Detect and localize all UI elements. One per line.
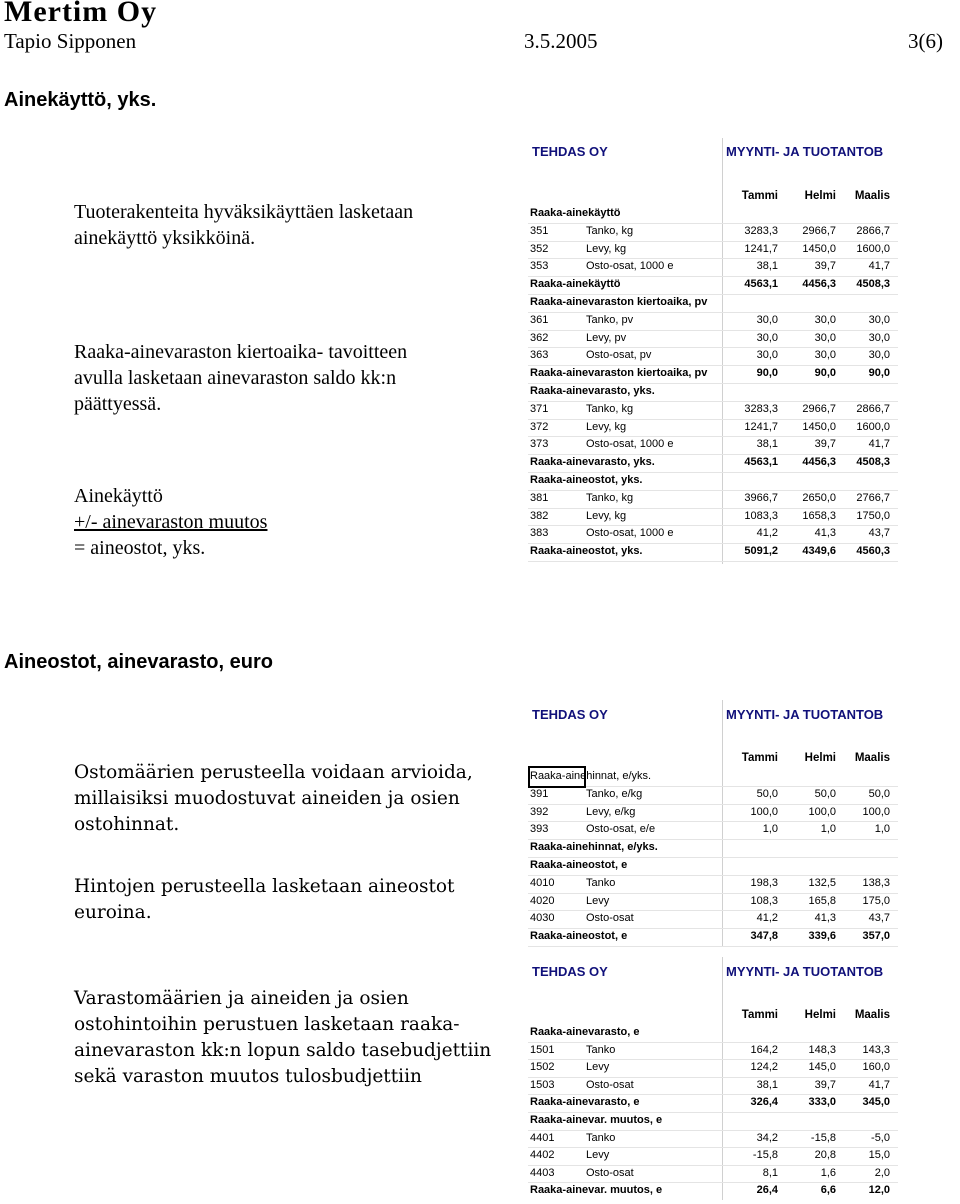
section-title-aineostot: Aineostot, ainevarasto, euro <box>4 651 273 673</box>
section-title-ainekaytto: Ainekäyttö, yks. <box>4 89 157 111</box>
page-number: 3(6) <box>908 29 943 53</box>
row-label: Raaka-ainehinnat, e/yks. <box>530 841 658 854</box>
cell-value: 160,0 <box>862 1061 890 1074</box>
table-row <box>528 490 898 509</box>
cell-value: 345,0 <box>862 1096 890 1109</box>
cell-value: 143,3 <box>862 1043 890 1056</box>
table-row <box>528 1112 898 1131</box>
table-row <box>528 419 898 438</box>
cell-value: 90,0 <box>756 367 778 380</box>
row-name: Tanko <box>586 1131 616 1144</box>
row-code: 1503 <box>530 1078 555 1091</box>
row-label: Raaka-aineostot, e <box>530 859 628 871</box>
cell-value: 4456,3 <box>802 456 836 469</box>
paragraph-hinnat <box>74 874 454 926</box>
text-line: millaisiksi muodostuvat aineiden ja osien <box>74 788 460 809</box>
row-code: 352 <box>530 242 549 255</box>
text-line: sekä varaston muutos tulosbudjettiin <box>74 1066 422 1087</box>
cell-value: 6,6 <box>820 1184 836 1197</box>
cell-value: 4456,3 <box>802 278 836 291</box>
row-code: 362 <box>530 331 549 344</box>
cell-value: 50,0 <box>868 787 890 800</box>
cell-value: 2966,7 <box>802 224 836 237</box>
cell-value: 148,3 <box>808 1043 836 1056</box>
row-name: Tanko, kg <box>586 224 634 237</box>
table-row <box>528 1130 898 1149</box>
row-code: 4402 <box>530 1149 555 1162</box>
cell-value: 30,0 <box>868 349 890 362</box>
row-name: Tanko, kg <box>586 402 634 415</box>
table-row <box>528 330 898 349</box>
text-line: Ostomäärien perusteella voidaan arvioida, <box>74 762 473 783</box>
month-header-maalis: Maalis <box>854 190 890 202</box>
table-row <box>528 383 898 402</box>
cell-value: 100,0 <box>808 805 836 818</box>
spreadsheet-ainekaytto <box>528 138 898 564</box>
row-label: Raaka-ainevarasto, e <box>530 1096 640 1109</box>
row-code: 351 <box>530 224 549 237</box>
table-row <box>528 821 898 840</box>
cell-value: 124,2 <box>750 1061 778 1074</box>
cell-value: 2766,7 <box>856 491 890 504</box>
row-name: Tanko <box>586 876 616 889</box>
cell-value: 41,3 <box>814 527 836 540</box>
sheet-title: MYYNTI- JA TUOTANTOB <box>726 144 884 159</box>
table-row <box>528 347 898 366</box>
cell-value: 38,1 <box>756 1078 778 1091</box>
cell-value: 175,0 <box>862 894 890 907</box>
cell-value: 2866,7 <box>856 224 890 237</box>
text-line: ostohinnat. <box>74 814 180 835</box>
paragraph-ostomaarat <box>74 760 473 838</box>
row-code: 4020 <box>530 894 555 907</box>
row-name: Osto-osat <box>586 912 634 925</box>
cell-value: 20,8 <box>814 1149 836 1162</box>
table-row <box>528 928 898 947</box>
table-row <box>528 1182 898 1200</box>
cell-value: 4563,1 <box>744 456 778 469</box>
row-label: Raaka-ainekäyttö <box>530 278 621 291</box>
row-code: 381 <box>530 491 549 504</box>
table-row <box>528 294 898 313</box>
sheet-company: TEHDAS OY <box>532 707 608 722</box>
row-label: Raaka-ainekäyttö <box>530 207 621 219</box>
cell-value: 90,0 <box>814 367 836 380</box>
row-name: Tanko, pv <box>586 313 634 326</box>
cell-value: 41,3 <box>814 912 836 925</box>
table-row <box>528 365 898 384</box>
cell-value: 50,0 <box>756 787 778 800</box>
row-name: Levy, pv <box>586 331 627 344</box>
row-code: 4401 <box>530 1131 555 1144</box>
row-code: 361 <box>530 313 549 326</box>
sheet-title: MYYNTI- JA TUOTANTOB <box>726 964 884 979</box>
cell-value: 1241,7 <box>744 242 778 255</box>
spreadsheet-ainevarasto <box>528 957 898 1200</box>
text-line: euroina. <box>74 902 152 923</box>
cell-value: 100,0 <box>750 805 778 818</box>
text-line: ostohintoihin perustuen lasketaan raaka- <box>74 1014 460 1035</box>
cell-value: 1,6 <box>820 1166 836 1179</box>
cell-value: 30,0 <box>868 313 890 326</box>
cell-value: -5,0 <box>871 1131 890 1144</box>
sheet-title: MYYNTI- JA TUOTANTOB <box>726 707 884 722</box>
row-code: 371 <box>530 402 549 415</box>
table-row <box>528 508 898 527</box>
cell-value: 1,0 <box>762 823 778 836</box>
table-row <box>528 910 898 929</box>
table-row <box>528 1077 898 1096</box>
text-line: ainevaraston kk:n lopun saldo tasebudjettiin <box>74 1040 492 1061</box>
cell-value: 26,4 <box>756 1184 778 1197</box>
text-line: päättyessä. <box>74 393 162 415</box>
cell-value: 333,0 <box>808 1096 836 1109</box>
company-logo: Mertim Oy <box>4 0 158 28</box>
row-label: Raaka-aineostot, yks. <box>530 474 643 486</box>
cell-value: 3283,3 <box>744 402 778 415</box>
cell-value: 5091,2 <box>744 545 778 558</box>
row-code: 383 <box>530 527 549 540</box>
cell-value: 138,3 <box>862 876 890 889</box>
table-row <box>528 525 898 544</box>
month-header-maalis: Maalis <box>854 752 890 764</box>
row-name: Osto-osat, e/e <box>586 823 656 836</box>
table-row <box>528 875 898 894</box>
row-code: 382 <box>530 509 549 522</box>
row-name: Osto-osat, 1000 e <box>586 438 674 451</box>
cell-value: 2866,7 <box>856 402 890 415</box>
sheet-company: TEHDAS OY <box>532 964 608 979</box>
cell-value: 1,0 <box>820 823 836 836</box>
cell-value: 1241,7 <box>744 420 778 433</box>
cell-value: 38,1 <box>756 438 778 451</box>
cell-value: 2966,7 <box>802 402 836 415</box>
sheet-company: TEHDAS OY <box>532 144 608 159</box>
cell-value: 30,0 <box>756 331 778 344</box>
document-date: 3.5.2005 <box>524 29 598 53</box>
table-row <box>528 401 898 420</box>
author-name: Tapio Sipponen <box>4 29 137 53</box>
formula-line: = aineostot, yks. <box>74 537 206 559</box>
month-header-helmi: Helmi <box>804 1009 836 1021</box>
row-code: 1502 <box>530 1061 555 1074</box>
table-row <box>528 312 898 331</box>
cell-value: 4349,6 <box>802 545 836 558</box>
row-code: 4403 <box>530 1166 555 1179</box>
month-header-tammi: Tammi <box>741 752 778 764</box>
row-name: Tanko <box>586 1043 616 1056</box>
row-name: Osto-osat, pv <box>586 349 652 362</box>
row-name: Tanko, kg <box>586 491 634 504</box>
cell-value: 50,0 <box>814 787 836 800</box>
table-row <box>528 543 898 562</box>
row-name: Osto-osat <box>586 1166 634 1179</box>
cell-value: 1600,0 <box>856 242 890 255</box>
row-name: Levy, kg <box>586 420 627 433</box>
table-row <box>528 205 898 224</box>
table-row <box>528 1024 898 1043</box>
row-name: Levy, e/kg <box>586 805 636 818</box>
table-row <box>528 223 898 242</box>
month-header-tammi: Tammi <box>741 190 778 202</box>
cell-value: 30,0 <box>814 349 836 362</box>
cell-value: 38,1 <box>756 260 778 273</box>
row-name: Levy <box>586 1061 610 1074</box>
row-code: 1501 <box>530 1043 555 1056</box>
paragraph-kiertoaika <box>74 339 407 417</box>
row-code: 363 <box>530 349 549 362</box>
row-code: 4030 <box>530 912 555 925</box>
table-row <box>528 786 898 805</box>
cell-value: 2,0 <box>874 1166 890 1179</box>
row-label: Raaka-ainevaraston kiertoaika, pv <box>530 296 708 308</box>
row-name: Osto-osat, 1000 e <box>586 527 674 540</box>
cell-value: 3283,3 <box>744 224 778 237</box>
table-row <box>528 436 898 455</box>
row-code: 393 <box>530 823 549 836</box>
table-row <box>528 857 898 876</box>
row-name: Tanko, e/kg <box>586 787 643 800</box>
cell-value: 1450,0 <box>802 242 836 255</box>
cell-value: 165,8 <box>808 894 836 907</box>
row-label: Raaka-aineostot, e <box>530 930 628 943</box>
text-line: Tuoterakenteita hyväksikäyttäen lasketaan <box>74 201 414 223</box>
cell-value: 39,7 <box>814 438 836 451</box>
table-row <box>528 241 898 260</box>
cell-value: 145,0 <box>808 1061 836 1074</box>
table-row <box>528 1059 898 1078</box>
cell-value: 1,0 <box>874 823 890 836</box>
selected-cell <box>528 766 586 788</box>
cell-value: 4563,1 <box>744 278 778 291</box>
cell-value: 108,3 <box>750 894 778 907</box>
cell-value: 30,0 <box>756 349 778 362</box>
table-row <box>528 893 898 912</box>
cell-value: 357,0 <box>862 930 890 943</box>
cell-value: -15,8 <box>810 1131 836 1144</box>
row-code: 391 <box>530 787 549 800</box>
cell-value: 90,0 <box>868 367 890 380</box>
month-header-helmi: Helmi <box>804 752 836 764</box>
cell-value: 100,0 <box>862 805 890 818</box>
cell-value: 1600,0 <box>856 420 890 433</box>
month-header-maalis: Maalis <box>854 1009 890 1021</box>
cell-value: 30,0 <box>868 331 890 344</box>
cell-value: 1450,0 <box>802 420 836 433</box>
table-row <box>528 804 898 823</box>
cell-value: 41,7 <box>868 260 890 273</box>
table-row <box>528 472 898 491</box>
paragraph-tuoterakenteet <box>74 199 413 251</box>
cell-value: 339,6 <box>808 930 836 943</box>
row-label: Raaka-ainehinnat, e/yks. <box>530 770 652 782</box>
cell-value: 4508,3 <box>856 278 890 291</box>
cell-value: 164,2 <box>750 1043 778 1056</box>
cell-value: 15,0 <box>868 1149 890 1162</box>
cell-value: 41,7 <box>868 1078 890 1091</box>
row-name: Levy <box>586 894 610 907</box>
formula-line: +/- ainevaraston muutos <box>74 511 268 533</box>
row-name: Levy, kg <box>586 242 627 255</box>
row-label: Raaka-ainevarasto, e <box>530 1026 640 1038</box>
row-name: Levy, kg <box>586 509 627 522</box>
cell-value: 132,5 <box>808 876 836 889</box>
table-row <box>528 1165 898 1184</box>
cell-value: 2650,0 <box>802 491 836 504</box>
text-line: Hintojen perusteella lasketaan aineostot <box>74 876 455 897</box>
cell-value: 41,2 <box>756 912 778 925</box>
cell-value: 1658,3 <box>802 509 836 522</box>
cell-value: 326,4 <box>750 1096 778 1109</box>
cell-value: 198,3 <box>750 876 778 889</box>
row-name: Levy <box>586 1149 610 1162</box>
row-name: Osto-osat <box>586 1078 634 1091</box>
text-line: Varastomäärien ja aineiden ja osien <box>74 988 409 1009</box>
cell-value: 34,2 <box>756 1131 778 1144</box>
row-name: Osto-osat, 1000 e <box>586 260 674 273</box>
cell-value: -15,8 <box>752 1149 778 1162</box>
table-row <box>528 454 898 473</box>
table-row <box>528 1147 898 1166</box>
formula-block <box>74 483 267 561</box>
month-header-helmi: Helmi <box>804 190 836 202</box>
table-row <box>528 1042 898 1061</box>
row-label: Raaka-ainevarasto, yks. <box>530 456 655 469</box>
text-line: Raaka-ainevaraston kiertoaika- tavoitteen <box>74 341 408 363</box>
cell-value: 41,2 <box>756 527 778 540</box>
row-code: 373 <box>530 438 549 451</box>
cell-value: 43,7 <box>868 527 890 540</box>
table-row <box>528 258 898 277</box>
cell-value: 12,0 <box>868 1184 890 1197</box>
cell-value: 4560,3 <box>856 545 890 558</box>
text-line: avulla lasketaan ainevaraston saldo kk:n <box>74 367 397 389</box>
formula-line: Ainekäyttö <box>74 485 163 507</box>
cell-value: 1083,3 <box>744 509 778 522</box>
row-label: Raaka-aineostot, yks. <box>530 545 643 558</box>
row-label: Raaka-ainevar. muutos, e <box>530 1184 663 1197</box>
table-row <box>528 276 898 295</box>
row-code: 353 <box>530 260 549 273</box>
row-label: Raaka-ainevarasto, yks. <box>530 385 655 397</box>
cell-value: 30,0 <box>814 331 836 344</box>
cell-value: 3966,7 <box>744 491 778 504</box>
month-header-tammi: Tammi <box>741 1009 778 1021</box>
cell-value: 43,7 <box>868 912 890 925</box>
cell-value: 39,7 <box>814 1078 836 1091</box>
text-line: ainekäyttö yksikköinä. <box>74 227 256 249</box>
row-label: Raaka-ainevaraston kiertoaika, pv <box>530 367 708 380</box>
cell-value: 30,0 <box>814 313 836 326</box>
row-label: Raaka-ainevar. muutos, e <box>530 1114 663 1126</box>
cell-value: 30,0 <box>756 313 778 326</box>
cell-value: 4508,3 <box>856 456 890 469</box>
row-code: 392 <box>530 805 549 818</box>
cell-value: 41,7 <box>868 438 890 451</box>
cell-value: 1750,0 <box>856 509 890 522</box>
cell-value: 8,1 <box>762 1166 778 1179</box>
paragraph-varastomaarat <box>74 986 491 1090</box>
cell-value: 347,8 <box>750 930 778 943</box>
spreadsheet-aineostot <box>528 700 898 947</box>
cell-value: 39,7 <box>814 260 836 273</box>
row-code: 4010 <box>530 876 555 889</box>
row-code: 372 <box>530 420 549 433</box>
table-row <box>528 1094 898 1113</box>
table-row <box>528 839 898 858</box>
